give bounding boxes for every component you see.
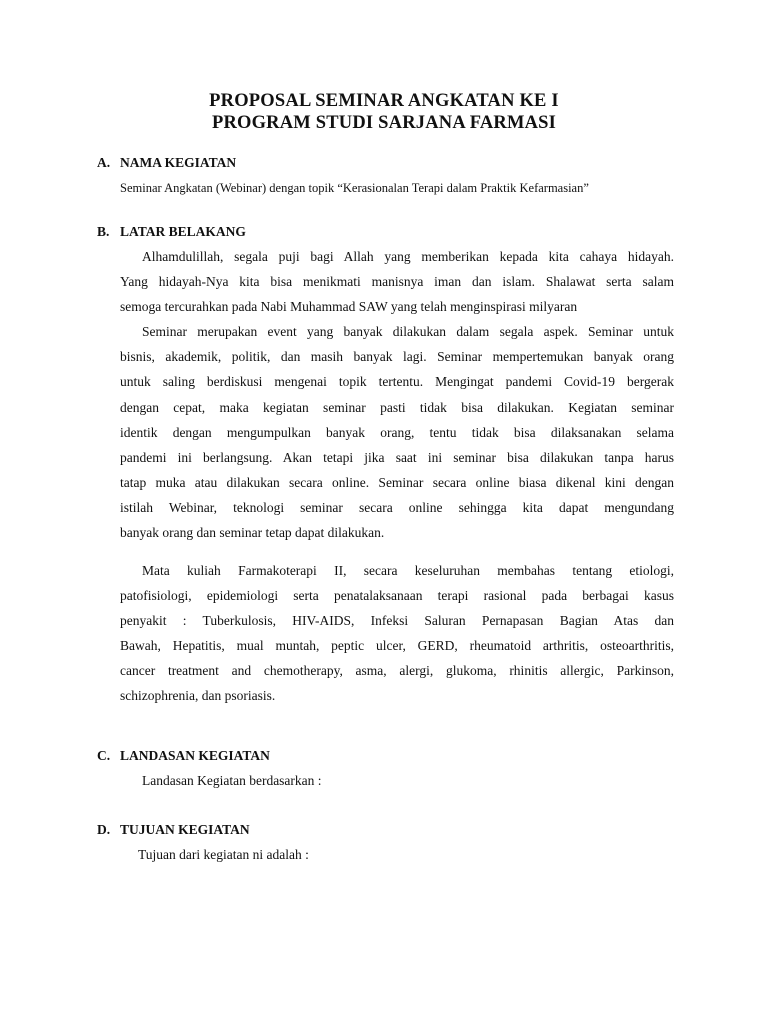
paragraph-line: cancer treatment and chemotherapy, asma, alergi, glukoma, rhinitis allergic, Parkinson, [120, 663, 674, 678]
paragraph-line: identik dengan mengumpulkan banyak orang, tentu tidak bisa dilaksanakan selama [120, 425, 674, 440]
paragraph-line: semoga tercurahkan pada Nabi Muhammad SAW yang telah menginspirasi milyaran [120, 299, 578, 314]
section-a-letter: A. [97, 155, 111, 170]
section-c-heading: LANDASAN KEGIATAN [120, 748, 270, 763]
section-d-letter: D. [97, 822, 111, 837]
section-a-heading: NAMA KEGIATAN [120, 155, 237, 170]
section-d-text: Tujuan dari kegiatan ni adalah : [138, 847, 309, 862]
paragraph-line: penyakit : Tuberkulosis, HIV-AIDS, Infeksi Saluran Pernapasan Bagian Atas dan [120, 613, 674, 628]
paragraph-line: Seminar merupakan event yang banyak dilakukan dalam segala aspek. Seminar untuk [142, 324, 674, 339]
paragraph-line: Alhamdulillah, segala puji bagi Allah yang memberikan kepada kita cahaya hidayah. [142, 249, 674, 264]
paragraph-line: patofisiologi, epidemiologi serta penatalaksanaan terapi rasional pada berbagai kasus [120, 588, 674, 603]
paragraph-line: Mata kuliah Farmakoterapi II, secara keseluruhan membahas tentang etiologi, [142, 563, 674, 578]
paragraph-line: pandemi ini berlangsung. Akan tetapi jika saat ini seminar bisa dilakukan tanpa harus [120, 450, 674, 465]
paragraph-line: tatap muka atau dilakukan secara online. Seminar secara online biasa dikenal kini dengan [120, 475, 674, 490]
document-title-line-2: PROGRAM STUDI SARJANA FARMASI [211, 113, 557, 133]
paragraph-line: banyak orang dan seminar tetap dapat dilakukan. [120, 525, 385, 540]
section-c-letter: C. [97, 748, 111, 763]
paragraph-line: istilah Webinar, teknologi seminar secara online sehingga kita dapat mengundang [120, 500, 674, 515]
paragraph-line: schizophrenia, dan psoriasis. [120, 688, 276, 703]
paragraph-line: Yang hidayah-Nya kita bisa menikmati manisnya iman dan islam. Shalawat serta salam [120, 274, 674, 289]
paragraph-line: bisnis, akademik, politik, dan masih banyak lagi. Seminar mempertemukan banyak orang [120, 349, 674, 364]
paragraph-line: dengan cepat, maka kegiatan seminar pasti tidak bisa dilakukan. Kegiatan seminar [120, 400, 674, 415]
section-b-letter: B. [97, 224, 110, 239]
paragraph-line: untuk saling berdiskusi mengenai topik tertentu. Mengingat pandemi Covid-19 bergerak [120, 374, 674, 389]
section-b-heading: LATAR BELAKANG [120, 224, 246, 239]
paragraph-line: Bawah, Hepatitis, mual muntah, peptic ulcer, GERD, rheumatoid arthritis, osteoarthritis, [120, 638, 674, 653]
section-c-text: Landasan Kegiatan berdasarkan : [142, 773, 322, 788]
section-d-heading: TUJUAN KEGIATAN [120, 822, 250, 837]
section-a-text: Seminar Angkatan (Webinar) dengan topik “Kerasionalan Terapi dalam Praktik Kefarmasian” [120, 181, 589, 195]
document-title-line-1: PROPOSAL SEMINAR ANGKATAN KE I [209, 91, 559, 111]
